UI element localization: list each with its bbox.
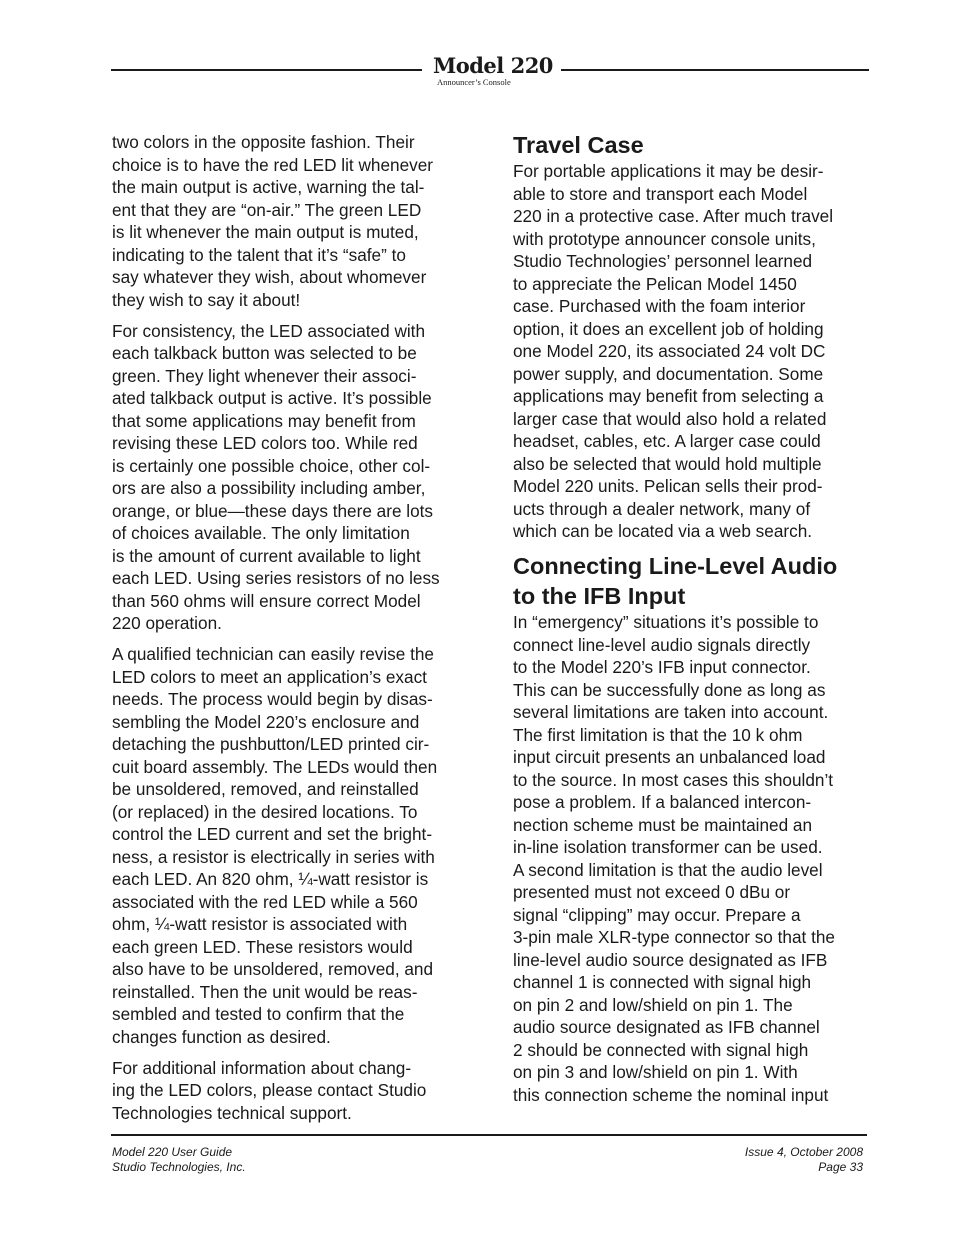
footer-left [112,1145,246,1175]
footer-guide-title: Model 220 User Guide [112,1145,233,1159]
header-rule-right [561,69,869,71]
footer-company: Studio Technologies, Inc. [112,1160,246,1174]
footer-page-number: Page 33 [818,1160,863,1174]
footer-right [745,1145,863,1175]
left-column [112,131,474,1133]
footer-rule [111,1134,867,1136]
paragraph-travel-case: For portable applications it may be desir- able to store and transport each Model 220 in a protective case. After much travel with prototype announcer console units, Studio Technologies’ personnel learned to appreciate the Pelican Model 1450 case. Purchased with the foam interior option, it does an excellent job of holding one Model 220, its associated 24 volt DC power supply, and documentation. Some applications may benefit from selecting a larger case that would also hold a related headset, cables, etc. A larger case could also be selected that would hold multiple Model 220 units. Pelican sells their prod- ucts through a dealer network, many of which can be located via a web search. [513,161,834,541]
paragraph-consistency: For consistency, the LED associated with each talkback button was selected to be green. They light whenever their associ- ated talkback output is active. It’s possible that some applications may benefit from revising these LED colors too. While red is certainly one possible choice, other col- ors are also a possibility including amber, orange, or blue—these days there are lots of choices available. The only limitation is the amount of current available to light each LED. Using series resistors of no less than 560 ohms will ensure correct Model 220 operation. [112,320,440,633]
header-rule-left [111,69,422,71]
header-title: Model 220 [433,53,553,78]
footer-issue: Issue 4, October 2008 [744,1145,863,1159]
right-column [513,131,873,1115]
paragraph-technician: A qualified technician can easily revise the LED colors to meet an application’s exact needs. The process would begin by disas- sembling the Model 220’s enclosure and detaching the pushbutton/LED printed cir- cuit board assembly. The LEDs would then be unsoldered, removed, and reinstalled (or replaced) in the desired locations. To control the LED current and set the bright- ness, a resistor is electrically in series with each LED. An 820 ohm, ¼-watt resistor is associated with the red LED while a 560 ohm, ¼-watt resistor is associated with each green LED. These resistors would also have to be unsoldered, removed, and reinstalled. Then the unit would be reas- sembled and tested to confirm that the changes function as desired. [112,644,438,1047]
paragraph-additional-info: For additional information about chang- ing the LED colors, please contact Studio Technologies technical support. [112,1057,427,1123]
heading-line-level-audio: Connecting Line-Level Audio to the IFB Input [513,553,838,609]
header-subtitle: Announcer’s Console [437,77,511,87]
paragraph-line-level-audio: In “emergency” situations it’s possible to connect line-level audio signals directly to the Model 220’s IFB input connector. This can be successfully done as long as several limitations are taken into account. The first limitation is that the 10 k ohm input circuit presents an unbalanced load to the source. In most cases this shouldn’t pose a problem. If a balanced intercon- nection scheme must be maintained an in-line isolation transformer can be used. A second limitation is that the audio level presented must not exceed 0 dBu or signal “clipping” may occur. Prepare a 3-pin male XLR-type connector so that the line-level audio source designated as IFB channel 1 is connected with signal high on pin 2 and low/shield on pin 1. The audio source designated as IFB channel 2 should be connected with signal high on pin 3 and low/shield on pin 1. With this connection scheme the nominal input [513,612,835,1105]
heading-travel-case: Travel Case [513,132,644,158]
paragraph-led-colors-intro: two colors in the opposite fashion. Their choice is to have the red LED lit whenever the main output is active, warning the tal- ent that they are “on-air.” The green LED is lit whenever the main output is muted, indicating to the talent that it’s “safe” to say whatever they wish, about whomever they wish to say it about! [112,132,434,310]
